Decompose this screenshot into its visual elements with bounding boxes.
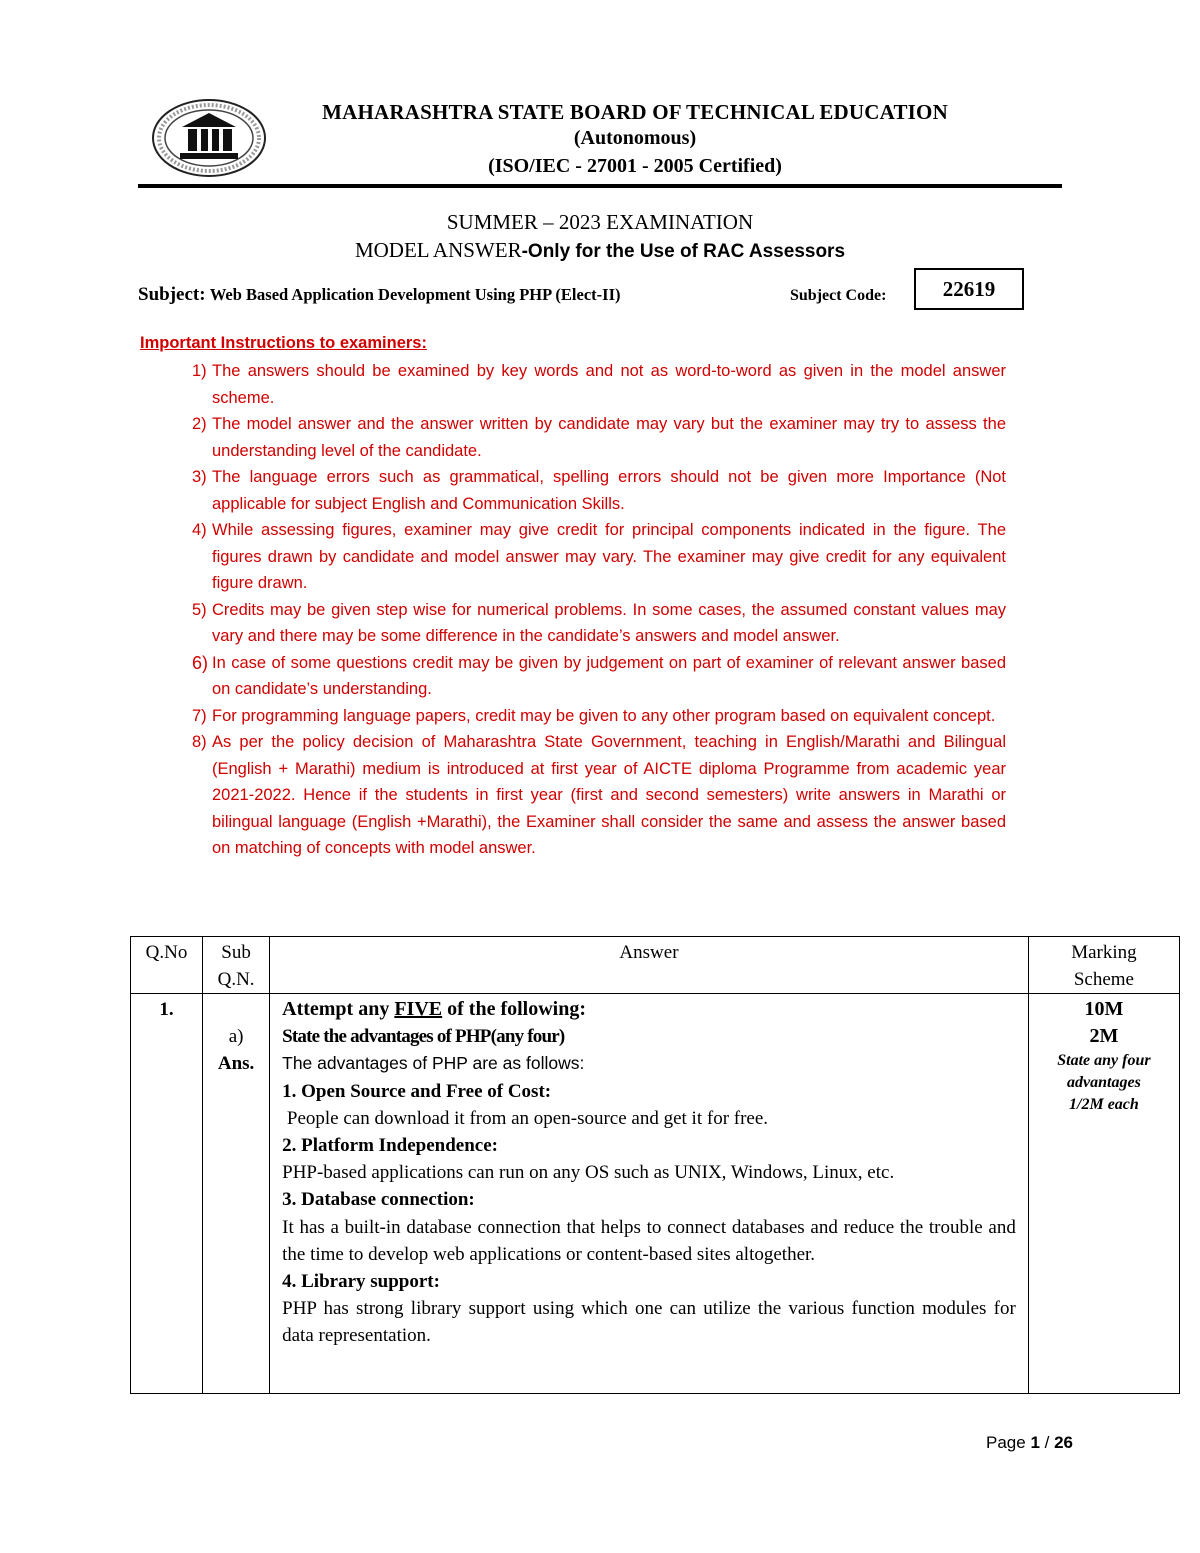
instruction-item xyxy=(140,650,1006,703)
page-label: Page xyxy=(986,1433,1031,1452)
instruction-text: The model answer and the answer written by candidate may vary but the examiner may try to assess the understanding level of the candidate. xyxy=(212,415,1006,460)
instruction-text: While assessing figures, examiner may give credit for principal components indicated in the figure. The figures drawn by candidate and model answer may vary. The examiner may give credit for any equivalent figure drawn. xyxy=(212,521,1006,592)
point-heading: 2. Platform Independence: xyxy=(282,1135,498,1157)
instruction-number: 8) xyxy=(192,733,207,751)
exam-title: SUMMER – 2023 EXAMINATION xyxy=(446,210,754,234)
model-answer-suffix: -Only for the Use of RAC Assessors xyxy=(521,241,846,262)
marks-total: 10M xyxy=(1084,998,1124,1020)
board-logo xyxy=(150,97,268,179)
page-current: 1 xyxy=(1030,1433,1040,1452)
subject-label: Subject: xyxy=(138,284,206,305)
page-total: 26 xyxy=(1054,1433,1073,1452)
instruction-text: The language errors such as grammatical, spelling errors should not be given more Importance (Not applicable for subject English and Communication Skills. xyxy=(212,468,1006,513)
header-answer: Answer xyxy=(270,937,1029,994)
instruction-text: For programming language papers, credit may be given to any other program based on equivalent concept. xyxy=(212,706,996,725)
row-marking xyxy=(1028,994,1179,1394)
instruction-item xyxy=(140,358,1006,411)
attempt-suffix: of the following: xyxy=(442,998,587,1020)
msbte-logo-icon xyxy=(150,97,268,179)
subject-row xyxy=(138,284,620,306)
instruction-item xyxy=(140,517,1006,597)
instruction-number: 3) xyxy=(192,468,207,486)
row-subq-label: a) xyxy=(228,1026,244,1047)
instruction-item xyxy=(140,703,1006,730)
board-certification: (ISO/IEC - 27001 - 2005 Certified) xyxy=(488,155,782,177)
instruction-number: 7) xyxy=(192,706,207,725)
point-heading: 4. Library support: xyxy=(282,1271,440,1293)
table-row xyxy=(131,994,1180,1394)
subject-code-box xyxy=(914,268,1024,310)
answer-table xyxy=(130,936,1180,1394)
attempt-five: FIVE xyxy=(394,998,443,1020)
row-answer xyxy=(270,994,1029,1394)
model-answer-prefix: MODEL ANSWER xyxy=(354,238,522,262)
point-body: PHP has strong library support using which one can utilize the various function modules for data representation. xyxy=(282,1298,1016,1347)
instruction-text: The answers should be examined by key words and not as word-to-word as given in the model answer scheme. xyxy=(212,362,1006,407)
row-qno: 1. xyxy=(131,994,203,1394)
point-heading: 1. Open Source and Free of Cost: xyxy=(282,1080,552,1102)
header-subq-line2: Q.N. xyxy=(217,969,255,990)
table-header-row xyxy=(131,937,1180,994)
instruction-number: 4) xyxy=(192,521,207,539)
marks-note-1: State any four xyxy=(1057,1052,1151,1069)
page-separator: / xyxy=(1039,1433,1055,1452)
instruction-number: 1) xyxy=(192,362,207,380)
instruction-item xyxy=(140,464,1006,517)
header-qno: Q.No xyxy=(131,937,203,994)
board-status: (Autonomous) xyxy=(573,127,697,149)
subject-code-label: Subject Code: xyxy=(790,287,887,304)
subject-code: 22619 xyxy=(942,276,996,301)
instruction-item xyxy=(140,597,1006,650)
attempt-prefix: Attempt any xyxy=(282,998,395,1020)
point-body: PHP-based applications can run on any OS such as UNIX, Windows, Linux, etc. xyxy=(282,1162,895,1184)
marks-note-2: advantages xyxy=(1067,1074,1141,1091)
point-body: It has a built-in database connection that helps to connect databases and reduce the trouble and the time to develop web applications or content-based sites altogether. xyxy=(282,1216,1016,1265)
model-answer-title xyxy=(138,238,1062,263)
header-marking xyxy=(1028,937,1179,994)
instructions-list xyxy=(140,358,1006,862)
instruction-text: As per the policy decision of Maharashtra State Government, teaching in English/Marathi and Bilingual (English + Marathi) medium is introduced at first year of AICTE diploma Programme from academic year 2021-2022. Hence if the students in first year (first and second semesters) write answers in Marathi or bilingual language (English +Marathi), the Examiner shall consider the same and assess the answer based on matching of concepts with model answer. xyxy=(212,733,1006,857)
marks-sub: 2M xyxy=(1089,1025,1119,1047)
instruction-text: Credits may be given step wise for numerical problems. In some cases, the assumed constant values may vary and there may be some difference in the candidate’s answers and model answer. xyxy=(212,600,1006,645)
subject-name: Web Based Application Development Using PHP (Elect-II) xyxy=(209,285,621,304)
page-number xyxy=(986,1433,1073,1453)
board-name: MAHARASHTRA STATE BOARD OF TECHNICAL EDUCATION xyxy=(322,100,948,124)
row-ans-label: Ans. xyxy=(217,1053,255,1074)
header-marking-line1: Marking xyxy=(1071,942,1137,963)
question-text: State the advantages of PHP(any four) xyxy=(282,1026,565,1048)
header-marking-line2: Scheme xyxy=(1073,969,1134,990)
marks-note-3: 1/2M each xyxy=(1069,1096,1139,1113)
attempt-instruction xyxy=(282,996,1016,1023)
row-subq xyxy=(203,994,270,1394)
header-divider xyxy=(138,184,1062,188)
instruction-text: In case of some questions credit may be given by judgement on part of examiner of relevant answer based on candidate’s understanding. xyxy=(212,653,1006,698)
instruction-number: 2) xyxy=(192,415,207,433)
instruction-number: 5) xyxy=(192,600,207,619)
instructions-title: Important Instructions to examiners: xyxy=(140,334,427,352)
point-body: People can download it from an open-source and get it for free. xyxy=(282,1107,769,1129)
header-subq-line1: Sub xyxy=(221,942,251,963)
answer-intro: The advantages of PHP are as follows: xyxy=(282,1053,585,1074)
header-subq xyxy=(203,937,270,994)
instruction-item xyxy=(140,411,1006,464)
instruction-item xyxy=(140,729,1006,862)
instruction-number: 6) xyxy=(192,652,209,673)
point-heading: 3. Database connection: xyxy=(282,1189,475,1211)
